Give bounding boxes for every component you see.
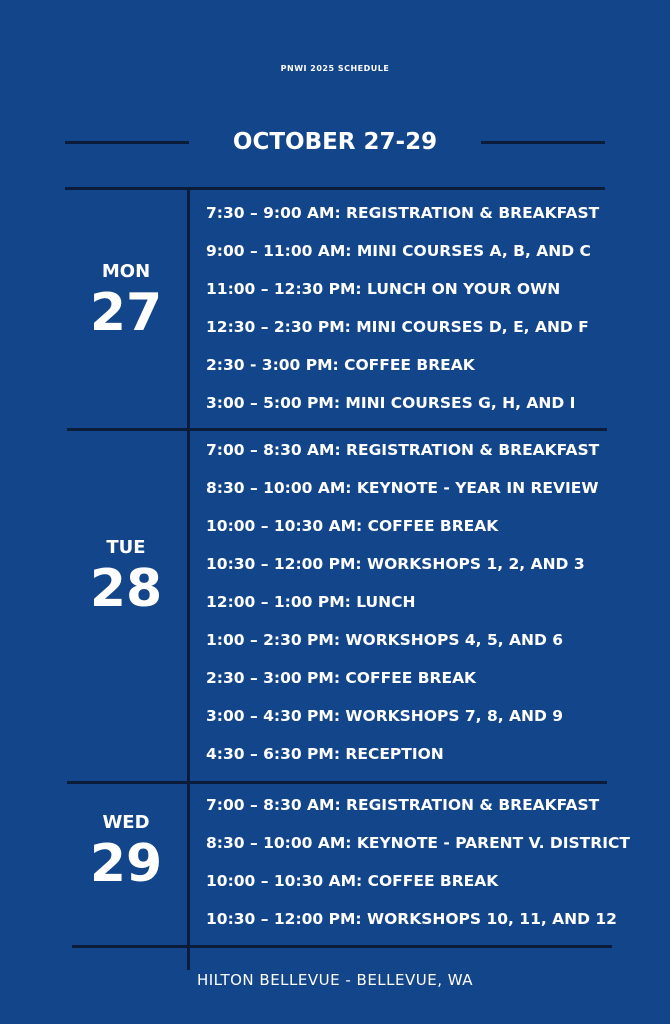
day-number: 29 bbox=[89, 834, 163, 894]
event-list-tue bbox=[206, 431, 599, 773]
list-item: 12:30 – 2:30 PM: MINI COURSES D, E, AND F bbox=[206, 318, 589, 336]
day-name: TUE bbox=[106, 537, 146, 558]
list-item: 7:00 – 8:30 AM: REGISTRATION & BREAKFAST bbox=[206, 441, 600, 459]
list-item: 8:30 – 10:00 AM: KEYNOTE - PARENT V. DISTRICT bbox=[206, 834, 630, 852]
day-name: WED bbox=[102, 812, 150, 833]
list-item: 3:00 – 5:00 PM: MINI COURSES G, H, AND I bbox=[206, 394, 576, 412]
divider-tue-wed bbox=[67, 781, 607, 784]
list-item: 7:30 – 9:00 AM: REGISTRATION & BREAKFAST bbox=[206, 204, 600, 222]
list-item: 10:00 – 10:30 AM: COFFEE BREAK bbox=[206, 872, 499, 890]
divider-top bbox=[65, 187, 605, 190]
list-item: 9:00 – 11:00 AM: MINI COURSES A, B, AND C bbox=[206, 242, 591, 260]
event-list-mon bbox=[206, 194, 599, 422]
list-item: 10:30 – 12:00 PM: WORKSHOPS 10, 11, AND 12 bbox=[206, 910, 617, 928]
list-item: 4:30 – 6:30 PM: RECEPTION bbox=[206, 745, 444, 763]
day-label-tue bbox=[66, 537, 186, 619]
day-name: MON bbox=[101, 261, 151, 282]
list-item: 11:00 – 12:30 PM: LUNCH ON YOUR OWN bbox=[206, 280, 561, 298]
list-item: 10:00 – 10:30 AM: COFFEE BREAK bbox=[206, 517, 499, 535]
list-item: 8:30 – 10:00 AM: KEYNOTE - YEAR IN REVIEW bbox=[206, 479, 599, 497]
list-item: 2:30 - 3:00 PM: COFFEE BREAK bbox=[206, 356, 475, 374]
list-item: 7:00 – 8:30 AM: REGISTRATION & BREAKFAST bbox=[206, 796, 600, 814]
date-rule-right bbox=[481, 141, 605, 144]
list-item: 1:00 – 2:30 PM: WORKSHOPS 4, 5, AND 6 bbox=[206, 631, 564, 649]
page-title: PNWI 2025 SCHEDULE bbox=[280, 64, 390, 73]
day-label-wed bbox=[66, 812, 186, 894]
list-item: 2:30 – 3:00 PM: COFFEE BREAK bbox=[206, 669, 477, 687]
list-item: 3:00 – 4:30 PM: WORKSHOPS 7, 8, AND 9 bbox=[206, 707, 564, 725]
event-dates: OCTOBER 27-29 bbox=[232, 129, 438, 155]
date-banner bbox=[0, 122, 670, 162]
day-number: 28 bbox=[89, 559, 163, 619]
day-label-mon bbox=[66, 261, 186, 343]
list-item: 12:00 – 1:00 PM: LUNCH bbox=[206, 593, 416, 611]
list-item: 10:30 – 12:00 PM: WORKSHOPS 1, 2, AND 3 bbox=[206, 555, 585, 573]
event-list-wed bbox=[206, 786, 630, 938]
venue-footer: HILTON BELLEVUE - BELLEVUE, WA bbox=[196, 971, 474, 989]
column-divider bbox=[187, 188, 190, 970]
divider-bottom bbox=[72, 945, 612, 948]
day-number: 27 bbox=[89, 283, 163, 343]
